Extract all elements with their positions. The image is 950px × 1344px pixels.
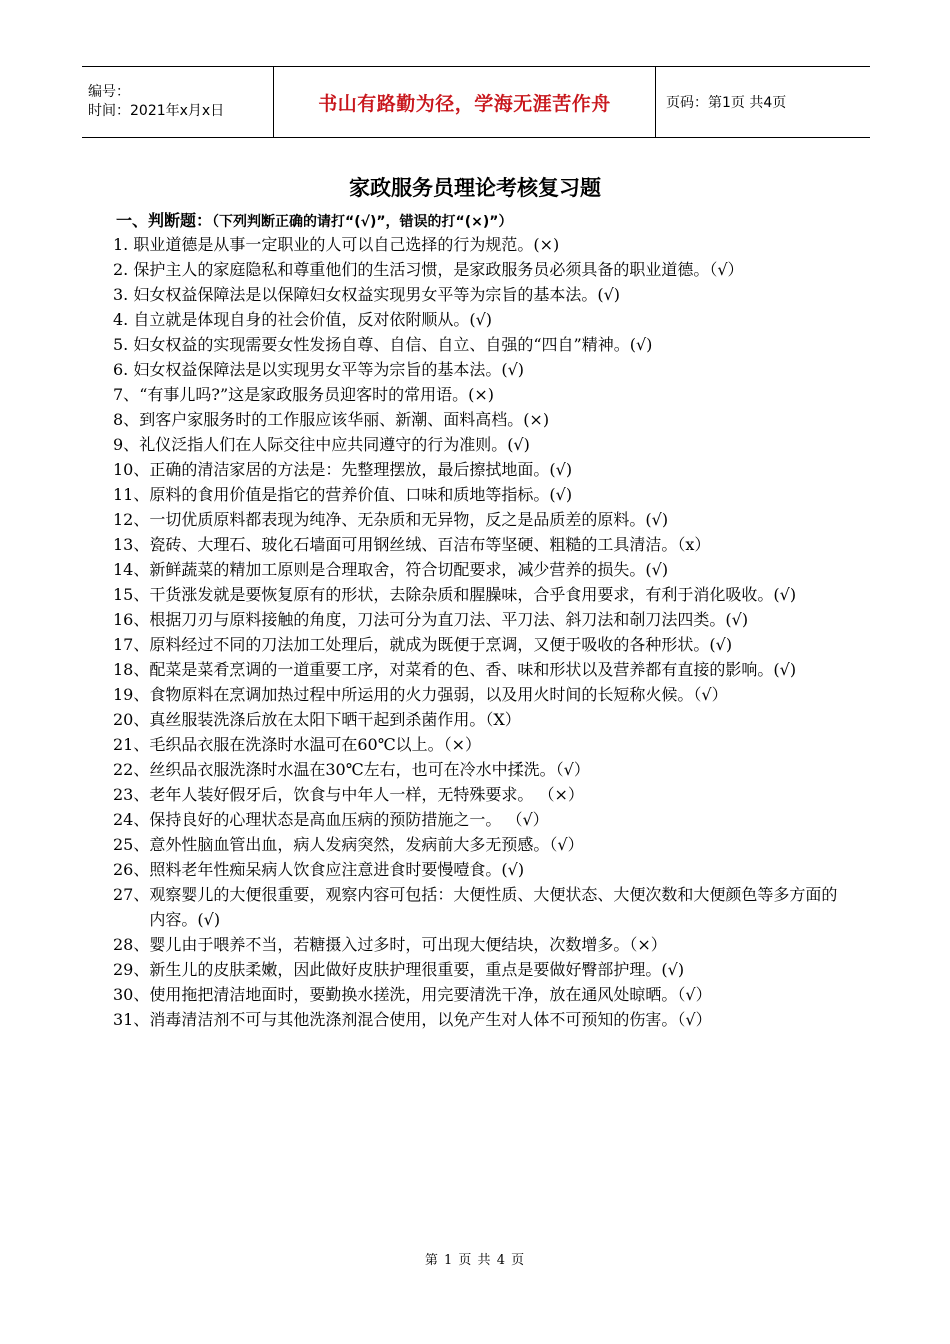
item-text: 保护主人的家庭隐私和尊重他们的生活习惯，是家政服务员必须具备的职业道德。（√）: [133, 260, 744, 279]
list-item: [113, 282, 843, 307]
list-item: [113, 407, 843, 432]
item-text: 根据刀刃与原料接触的角度，刀法可分为直刀法、平刀法、斜刀法和剞刀法四类。(√): [149, 610, 749, 629]
motto: 书山有路勤为径，学海无涯苦作舟: [318, 92, 611, 115]
item-number: 27、: [113, 885, 150, 904]
item-number: 11、: [113, 485, 150, 504]
item-text: 原料经过不同的刀法加工处理后，就成为既便于烹调，又便于吸收的各种形状。(√): [149, 635, 733, 654]
list-item: [113, 782, 843, 807]
list-item: [113, 732, 843, 757]
item-text: 老年人装好假牙后，饮食与中年人一样，无特殊要求。 （×）: [149, 785, 584, 804]
list-item: [113, 582, 843, 607]
item-text: 一切优质原料都表现为纯净、无杂质和无异物，反之是品质差的原料。(√): [149, 510, 669, 529]
item-text: 观察婴儿的大便很重要，观察内容可包括：大便性质、大便状态、大便次数和大便颜色等多方面的内容。(√): [149, 885, 838, 929]
list-item: [113, 382, 843, 407]
item-text: 职业道德是从事一定职业的人可以自己选择的行为规范。(×): [133, 235, 560, 254]
item-text: 使用拖把清洁地面时，要勤换水搓洗，用完要清洗干净，放在通风处晾晒。（√）: [149, 985, 712, 1004]
list-item: [113, 482, 843, 507]
item-number: 13、: [113, 535, 150, 554]
item-text: 新生儿的皮肤柔嫩，因此做好皮肤护理很重要，重点是要做好臀部护理。(√): [149, 960, 685, 979]
list-item: [113, 707, 843, 732]
item-number: 3.: [113, 285, 134, 304]
item-number: 7、: [113, 385, 140, 404]
item-number: 4.: [113, 310, 134, 329]
item-number: 30、: [113, 985, 150, 1004]
list-item: [113, 632, 843, 657]
item-number: 6.: [113, 360, 134, 379]
item-text: 瓷砖、大理石、玻化石墙面可用钢丝绒、百洁布等坚硬、粗糙的工具清洁。（x）: [149, 535, 711, 554]
item-text: 妇女权益的实现需要女性发扬自尊、自信、自立、自强的“四自”精神。(√): [133, 335, 653, 354]
header-motto-cell: [274, 67, 656, 137]
item-text: 原料的食用价值是指它的营养价值、口味和质地等指标。(√): [149, 485, 573, 504]
item-text: 正确的清洁家居的方法是：先整理摆放，最后擦拭地面。(√): [149, 460, 573, 479]
item-number: 29、: [113, 960, 150, 979]
item-text: 毛织品衣服在洗涤时水温可在60℃以上。（×）: [149, 735, 482, 754]
item-text: 照料老年性痴呆病人饮食应注意进食时要慢噎食。(√): [149, 860, 525, 879]
list-item: [113, 1007, 843, 1032]
list-item: [113, 232, 843, 257]
item-number: 9、: [113, 435, 140, 454]
list-item: [113, 607, 843, 632]
item-number: 26、: [113, 860, 150, 879]
list-item: [113, 807, 843, 832]
item-text: 礼仪泛指人们在人际交往中应共同遵守的行为准则。(√): [139, 435, 530, 454]
item-text: 真丝服装洗涤后放在太阳下晒干起到杀菌作用。（X）: [149, 710, 521, 729]
item-number: 25、: [113, 835, 150, 854]
list-item: [113, 532, 843, 557]
item-number: 8、: [113, 410, 140, 429]
item-number: 23、: [113, 785, 150, 804]
list-item: [113, 432, 843, 457]
list-item: [113, 557, 843, 582]
list-item: [113, 307, 843, 332]
item-number: 15、: [113, 585, 150, 604]
list-item: [113, 982, 843, 1007]
list-item: [113, 832, 843, 857]
item-text: 消毒清洁剂不可与其他洗涤剂混合使用，以免产生对人体不可预知的伤害。（√）: [149, 1010, 712, 1029]
document-header: [82, 66, 870, 138]
list-item: [113, 507, 843, 532]
item-number: 19、: [113, 685, 150, 704]
item-number: 24、: [113, 810, 150, 829]
page-title: 家政服务员理论考核复习题: [349, 176, 601, 200]
list-item: [113, 757, 843, 782]
item-number: 10、: [113, 460, 150, 479]
item-text: 新鲜蔬菜的精加工原则是合理取舍，符合切配要求，减少营养的损失。(√): [149, 560, 669, 579]
list-item: [113, 882, 843, 932]
header-page-cell: [656, 67, 870, 137]
list-item: [113, 332, 843, 357]
serial-label: 编号：: [88, 84, 130, 100]
list-item: [113, 357, 843, 382]
item-text: 食物原料在烹调加热过程中所运用的火力强弱，以及用火时间的长短称火候。（√）: [149, 685, 728, 704]
section-instruction: （下列判断正确的请打“(√)”，错误的打“(×)”）: [212, 214, 513, 230]
item-text: 自立就是体现自身的社会价值，反对依附顺从。(√): [133, 310, 493, 329]
item-text: 到客户家服务时的工作服应该华丽、新潮、面料高档。(×): [139, 410, 550, 429]
date-text: 时间：2021年x月x日: [88, 103, 225, 119]
list-item: [113, 457, 843, 482]
page-info: 页码：第1页 共4页: [666, 95, 787, 111]
list-item: [113, 957, 843, 982]
section-heading: [116, 208, 512, 231]
list-item: [113, 857, 843, 882]
list-item: [113, 932, 843, 957]
list-item: [113, 682, 843, 707]
item-number: 17、: [113, 635, 150, 654]
list-item: [113, 657, 843, 682]
item-number: 5.: [113, 335, 134, 354]
item-text: 保持良好的心理状态是高血压病的预防措施之一。 （√）: [149, 810, 549, 829]
item-text: 意外性脑血管出血，病人发病突然，发病前大多无预感。（√）: [149, 835, 584, 854]
list-item: [113, 257, 843, 282]
item-number: 14、: [113, 560, 150, 579]
item-text: 妇女权益保障法是以实现男女平等为宗旨的基本法。(√): [133, 360, 525, 379]
item-number: 21、: [113, 735, 150, 754]
item-number: 28、: [113, 935, 150, 954]
item-number: 18、: [113, 660, 150, 679]
item-number: 1.: [113, 235, 134, 254]
item-text: 配菜是菜肴烹调的一道重要工序，对菜肴的色、香、味和形状以及营养都有直接的影响。(√): [149, 660, 797, 679]
item-text: 婴儿由于喂养不当，若糖摄入过多时，可出现大便结块，次数增多。（×）: [149, 935, 667, 954]
section-heading-label: 一、判断题：: [116, 211, 213, 230]
page-footer: 第 1 页 共 4 页: [424, 1253, 526, 1268]
item-number: 16、: [113, 610, 150, 629]
item-text: 干货涨发就是要恢复原有的形状，去除杂质和腥臊味，合乎食用要求，有利于消化吸收。(√): [149, 585, 797, 604]
item-number: 2.: [113, 260, 134, 279]
item-number: 20、: [113, 710, 150, 729]
item-number: 31、: [113, 1010, 150, 1029]
item-number: 12、: [113, 510, 150, 529]
item-number: 22、: [113, 760, 150, 779]
question-list: [113, 232, 843, 1032]
item-text: 丝织品衣服洗涤时水温在30℃左右，也可在冷水中揉洗。（√）: [149, 760, 590, 779]
item-text: “有事儿吗?”这是家政服务员迎客时的常用语。(×): [139, 385, 495, 404]
header-meta: [82, 67, 274, 137]
item-text: 妇女权益保障法是以保障妇女权益实现男女平等为宗旨的基本法。(√): [133, 285, 621, 304]
